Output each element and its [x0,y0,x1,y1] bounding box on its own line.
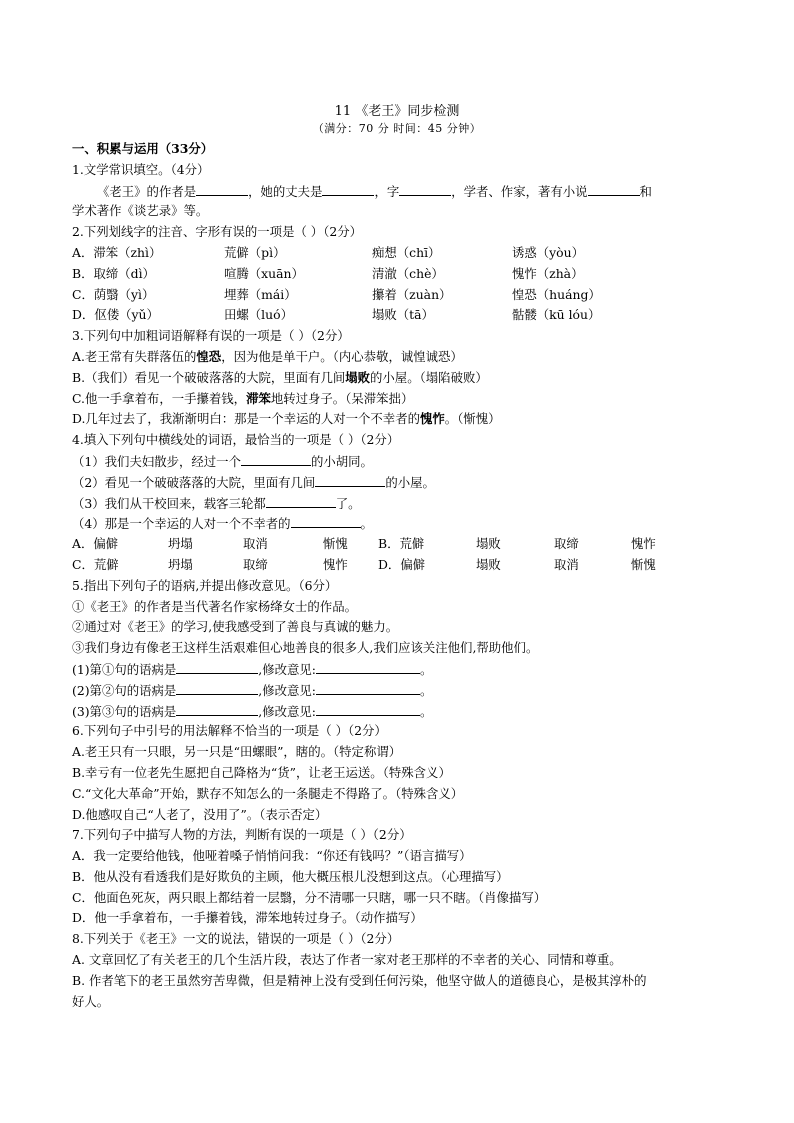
question-4-sentence-3: （3）我们从干校回来，载客三轮都 了。 [72,493,724,514]
answer-blank[interactable] [176,701,258,716]
option-cell: 埋葬（mái） [224,286,297,302]
option-cell[interactable]: A．滞笨（zhì） [72,244,162,260]
option-row [72,285,724,306]
answer-blank[interactable] [588,181,640,196]
option-cell: 愧怍 [631,536,656,552]
option-cell: 取缔 [554,536,579,552]
answer-blank[interactable] [291,513,361,528]
question-6-option-a[interactable]: A.老王只有一只眼，另一只是“田螺眼”，瞎的。（特定称谓） [72,744,402,760]
option-cell[interactable]: D．偏僻 [378,556,426,572]
question-7-option-b[interactable]: B．他从没有看透我们是好欺负的主顾，他大概压根儿没想到这点。（心理描写） [72,868,509,884]
answer-blank[interactable] [315,472,385,487]
question-3-option-c[interactable]: C.他一手拿着布，一手攥着钱，滞笨地转过身子。（呆滞笨拙） [72,390,414,406]
answer-blank[interactable] [176,680,258,695]
option-cell: 坍塌 [168,556,193,572]
worksheet-subtitle: （满分：70 分 时间：45 分钟） [312,122,482,135]
question-6-option-c[interactable]: C.“文化大革命”开始，默存不知怎么的一条腿走不得路了。（特殊含义） [72,785,464,801]
bold-term: 滞笨 [246,390,271,406]
option-cell[interactable]: B．荒僻 [378,536,425,552]
question-7-option-a[interactable]: A．我一定要给他钱，他哑着嗓子悄悄问我：“你还有钱吗？”（语言描写） [72,848,472,864]
option-cell: 惭愧 [323,536,348,552]
option-cell: 诱惑（yòu） [512,244,585,260]
answer-blank[interactable] [322,181,374,196]
answer-blank[interactable] [316,659,420,674]
bold-term: 塌败 [345,369,371,385]
question-5-sentence-1: ①《老王》的作者是当代著名作家杨绛女士的作品。 [72,598,357,614]
question-5-stem: 5.指出下列句子的语病,并提出修改意见。（6分） [72,577,338,593]
question-1-line-2: 学术著作《谈艺录》等。 [72,203,209,219]
option-cell: 取缔 [243,556,268,572]
worksheet-body [72,139,724,1012]
option-cell: 惶恐（huáng） [512,286,601,302]
question-6-stem: 6.下列句子中引号的用法解释不恰当的一项是（ ）（2分） [72,723,387,739]
question-5-answer-2: (2)第②句的语病是 ,修改意见: 。 [72,680,724,701]
question-5-answer-1: (1)第①句的语病是 ,修改意见: 。 [72,659,724,680]
question-4-sentence-4: （4）那是一个幸运的人对一个不幸者的 。 [72,513,724,534]
option-cell[interactable]: A．偏僻 [72,536,119,552]
option-row [72,264,724,285]
option-row [72,534,724,555]
question-6-option-b[interactable]: B.幸亏有一位老先生愿把自己降格为“货”，让老王运送。（特殊含义） [72,764,451,780]
option-cell: 清澈（chè） [372,265,444,281]
question-1-stem: 1.文学常识填空。（4分） [72,161,210,177]
option-row [72,555,724,576]
option-cell: 塌败 [476,556,501,572]
option-cell: 惭愧 [631,556,656,572]
question-3-option-a[interactable]: A.老王常有失群落伍的惶恐，因为他是单干户。（内心恭敬，诚惶诚恐） [72,348,463,364]
question-7-option-d[interactable]: D．他一手拿着布，一手攥着钱，滞笨地转过身子。（动作描写） [72,910,423,926]
option-row [72,305,724,326]
answer-blank[interactable] [176,659,258,674]
question-7-stem: 7.下列句子中描写人物的方法，判断有误的一项是（ ）（2分） [72,827,412,843]
question-5-sentence-3: ③我们身边有像老王这样生活艰难但心地善良的很多人,我们应该关注他们,帮助他们。 [72,640,539,656]
section-heading: 一、积累与运用（33分） [72,141,214,156]
question-8-stem: 8.下列关于《老王》一文的说法，错误的一项是（ ）（2分） [72,931,400,947]
bold-term: 愧怍 [419,411,445,427]
question-7-option-c[interactable]: C．他面色死灰，两只眼上都结着一层翳，分不清哪一只瞎，哪一只不瞎。（肖像描写） [72,889,547,905]
answer-blank[interactable] [196,181,248,196]
option-cell: 愧怍 [323,556,348,572]
answer-blank[interactable] [266,493,336,508]
answer-blank[interactable] [399,181,451,196]
option-cell: 荒僻（pì） [224,244,286,260]
option-cell[interactable]: D．伛偻（yǔ） [72,307,159,323]
question-8-option-b[interactable]: B. 作者笔下的老王虽然穷苦卑微，但是精神上没有受到任何污染，他坚守做人的道德良心，是极其淳朴的 [72,972,647,988]
worksheet-title: 11 《老王》同步检测 [334,104,460,119]
option-cell[interactable]: B．取缔（dì） [72,265,155,281]
question-4-sentence-2: （2）看见一个破破落落的大院，里面有几间 的小屋。 [72,472,724,493]
answer-blank[interactable] [241,451,311,466]
option-cell: 取消 [554,556,579,572]
option-cell: 喧腾（xuān） [224,265,304,281]
question-8-option-a[interactable]: A. 文章回忆了有关老王的几个生活片段，表达了作者一家对老王那样的不幸者的关心、同情和尊重。 [72,952,622,968]
option-cell: 骷髅（kū lóu） [512,307,601,323]
question-4-stem: 4.填入下列句中横线处的词语，最恰当的一项是（ ）（2分） [72,432,400,448]
question-5-sentence-2: ②通过对《老王》的学习,使我感受到了善良与真诚的魅力。 [72,619,399,635]
question-6-option-d[interactable]: D.他感叹自己“人老了，没用了”。（表示否定） [72,806,328,822]
option-row [72,243,724,264]
option-cell: 痴想（chī） [372,244,441,260]
option-cell: 愧怍（zhà） [512,265,584,281]
question-2-stem: 2.下列划线字的注音、字形有误的一项是（ ）（2分） [72,224,363,240]
option-cell: 取消 [243,536,268,552]
answer-blank[interactable] [316,680,420,695]
question-1-line: 《老王》的作者是 ，她的丈夫是 ，字 ，学者、作家，著有小说 和 [72,181,724,202]
question-3-option-b[interactable]: B.（我们）看见一个破破落落的大院，里面有几间塌败的小屋。（塌陷破败） [72,369,488,385]
bold-term: 惶恐 [196,348,222,364]
option-cell[interactable]: C．荒僻 [72,556,119,572]
answer-blank[interactable] [316,701,420,716]
option-cell[interactable]: C．荫翳（yì） [72,286,155,302]
option-cell: 塌败（tā） [372,307,434,323]
option-cell: 坍塌 [168,536,193,552]
option-cell: 塌败 [476,536,501,552]
question-8-option-b-cont: 好人。 [72,993,110,1009]
question-3-option-d[interactable]: D.几年过去了，我渐渐明白：那是一个幸运的人对一个不幸者的愧怍。（惭愧） [72,411,501,427]
question-4-sentence-1: （1）我们夫妇散步，经过一个 的小胡同。 [72,451,724,472]
question-5-answer-3: (3)第③句的语病是 ,修改意见: 。 [72,701,724,722]
question-3-stem: 3.下列句中加粗词语解释有误的一项是（ ）（2分） [72,328,350,344]
option-cell: 攥着（zuàn） [372,286,452,302]
option-cell: 田螺（luó） [224,307,293,323]
